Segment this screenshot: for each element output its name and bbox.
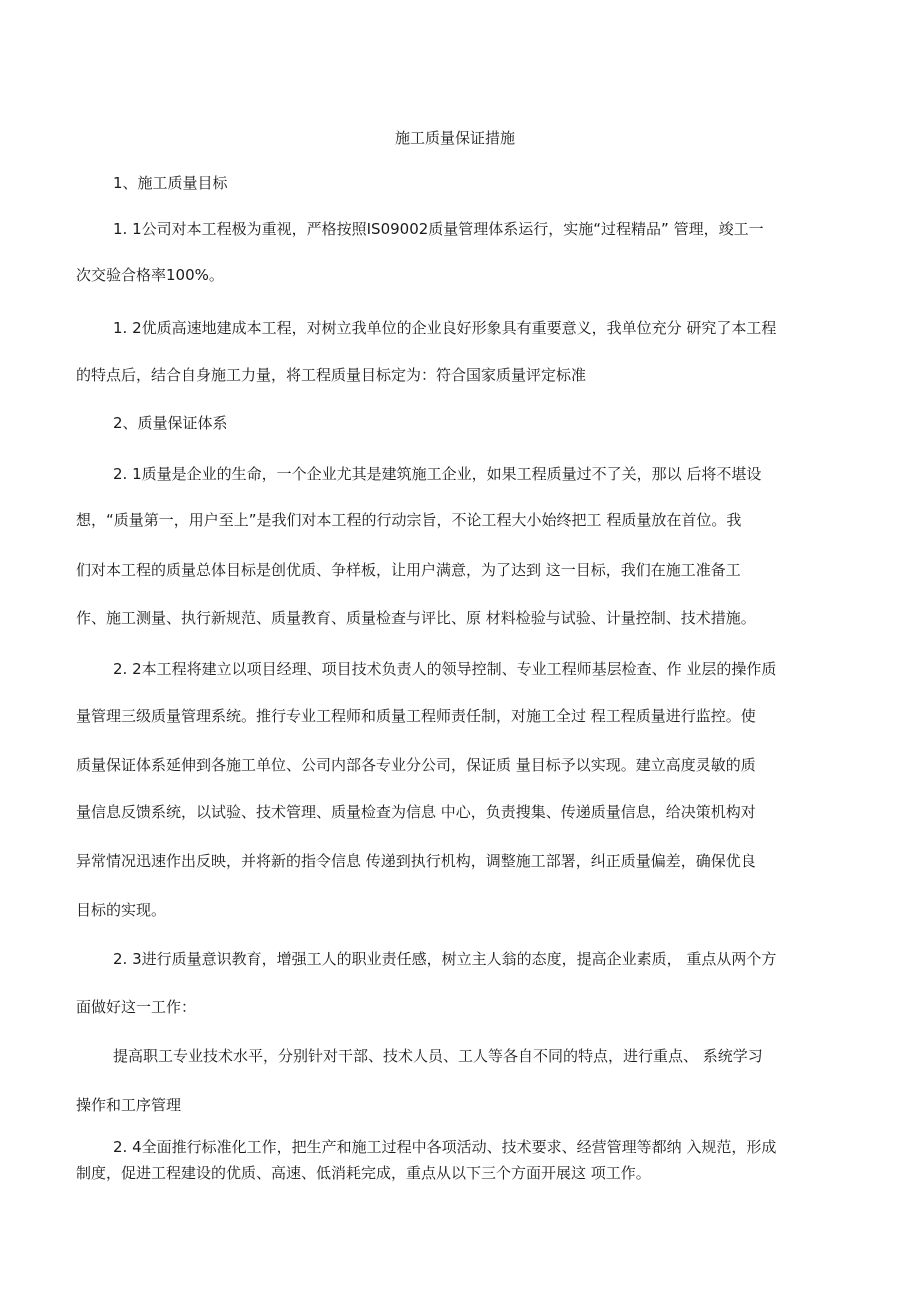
- paragraph-line: 提高职工专业技术水平，分别针对干部、技术人员、工人等各自不同的特点，进行重点、 系统学习: [113, 1047, 763, 1065]
- paragraph-line: 作、施工测量、执行新规范、质量教育、质量检查与评比、原 材料检验与试验、计量控制、技术措施。: [76, 609, 756, 627]
- paragraph-line: 们对本工程的质量总体目标是创优质、争样板，让用户满意，为了达到 这一目标，我们在施工准备工: [76, 561, 741, 579]
- paragraph-line: 目标的实现。: [76, 901, 167, 919]
- section-heading: 1、施工质量目标: [113, 174, 228, 192]
- paragraph-line: 2. 4全面推行标准化工作，把生产和施工过程中各项活动、技术要求、经营管理等都纳 入规范，形成: [113, 1138, 777, 1156]
- paragraph-line: 1. 1公司对本工程极为重视，严格按照IS09002质量管理体系运行，实施“过程精品” 管理，竣工一: [113, 220, 764, 238]
- paragraph-line: 2. 1质量是企业的生命，一个企业尤其是建筑施工企业，如果工程质量过不了关，那以 后将不堪设: [113, 465, 762, 483]
- paragraph-line: 面做好这一工作：: [76, 998, 197, 1016]
- paragraph-line: 1. 2优质高速地建成本工程，对树立我单位的企业良好形象具有重要意义，我单位充分 研究了本工程: [113, 319, 777, 337]
- paragraph-line: 2. 3进行质量意识教育，增强工人的职业责任感，树立主人翁的态度，提高企业素质， 重点从两个方: [113, 950, 777, 968]
- paragraph-line: 的特点后，结合自身施工力量，将工程质量目标定为：符合国家质量评定标准: [76, 366, 587, 384]
- paragraph-line: 操作和工序管理: [76, 1096, 182, 1114]
- paragraph-line: 量信息反馈系统，以试验、技术管理、质量检查为信息 中心，负责搜集、传递质量信息，给决策机构对: [76, 803, 756, 821]
- paragraph-line: 质量保证体系延伸到各施工单位、公司内部各专业分公司，保证质 量目标予以实现。建立高度灵敏的质: [76, 756, 756, 774]
- document-title: 施工质量保证措施: [394, 129, 515, 147]
- paragraph-line: 异常情况迅速作出反映，并将新的指令信息 传递到执行机构，调整施工部署，纠正质量偏差，确保优良: [76, 852, 756, 870]
- section-heading: 2、质量保证体系: [113, 414, 228, 432]
- paragraph-line: 想，“质量第一，用户至上”是我们对本工程的行动宗旨，不论工程大小始终把工 程质量放在首位。我: [76, 511, 742, 529]
- paragraph-line: 量管理三级质量管理系统。推行专业工程师和质量工程师责任制，对施工全过 程工程质量进行监控。使: [76, 707, 756, 725]
- paragraph-line: 2. 2本工程将建立以项目经理、项目技术负责人的领导控制、专业工程师基层检查、作 业层的操作质: [113, 660, 777, 678]
- paragraph-line: 次交验合格率100%。: [76, 266, 224, 284]
- paragraph-line: 制度，促进工程建设的优质、高速、低消耗完成，重点从以下三个方面开展这 项工作。: [76, 1164, 651, 1182]
